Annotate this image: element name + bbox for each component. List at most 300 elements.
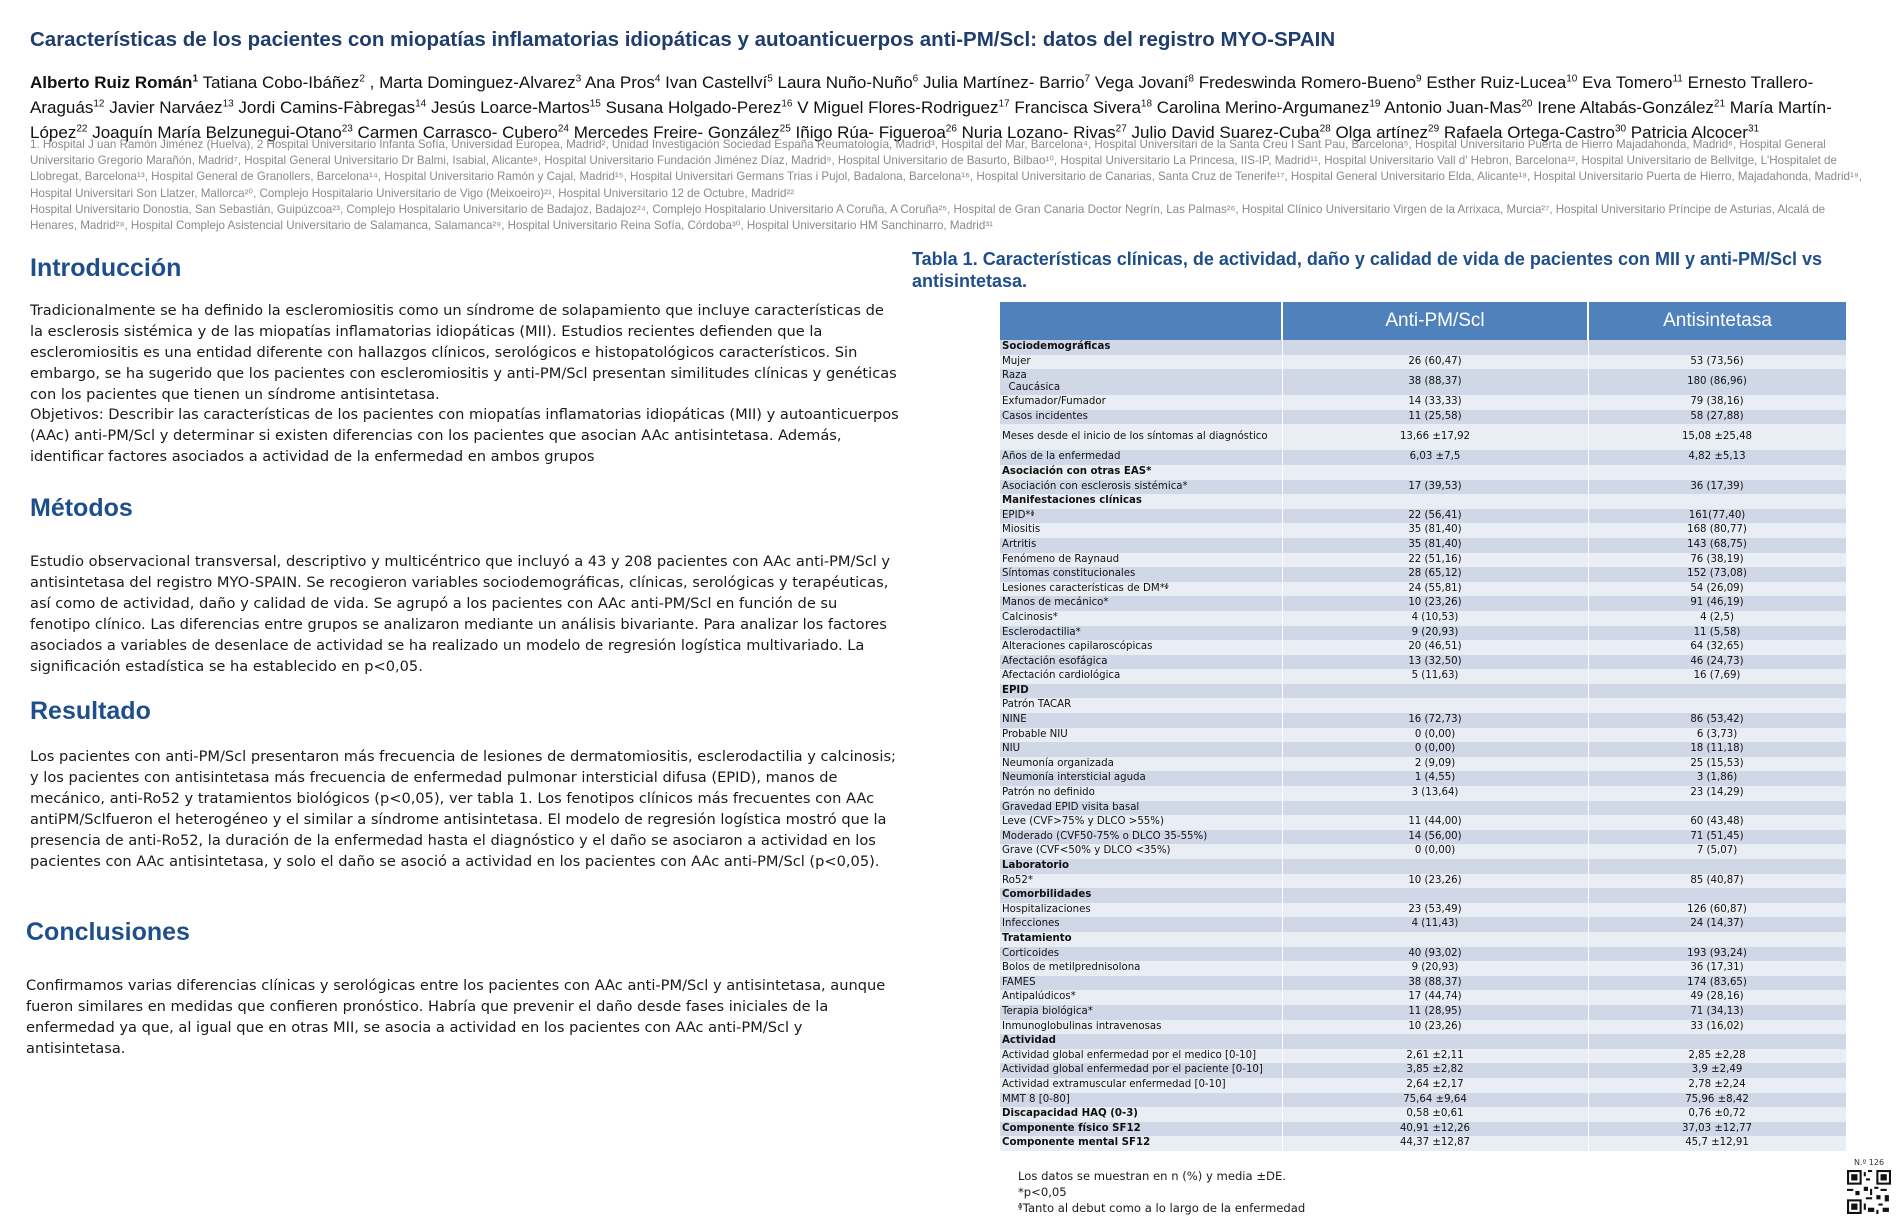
row-value: 4,82 ±5,13 bbox=[1588, 450, 1846, 465]
intro-heading: Introducción bbox=[30, 254, 182, 282]
row-value: 143 (68,75) bbox=[1588, 538, 1846, 553]
row-value bbox=[1588, 1034, 1846, 1049]
table-row bbox=[1000, 757, 1846, 772]
row-value: 54 (26,09) bbox=[1588, 582, 1846, 597]
author-affiliation-number: 19 bbox=[1369, 98, 1381, 110]
row-label: Componente físico SF12 bbox=[1000, 1122, 1282, 1137]
table-row bbox=[1000, 728, 1846, 743]
author bbox=[1157, 98, 1381, 117]
row-label: Actividad extramuscular enfermedad [0-10] bbox=[1000, 1078, 1282, 1093]
row-label: Neumonía organizada bbox=[1000, 757, 1282, 772]
row-label: Asociación con otras EAS* bbox=[1000, 465, 1282, 480]
row-value: 46 (24,73) bbox=[1588, 655, 1846, 670]
table-row bbox=[1000, 684, 1846, 699]
row-value: 9 (20,93) bbox=[1282, 626, 1588, 641]
table-row bbox=[1000, 830, 1846, 845]
row-value: 28 (65,12) bbox=[1282, 567, 1588, 582]
row-value: 1 (4,55) bbox=[1282, 771, 1588, 786]
row-label: EPID*ᶲ bbox=[1000, 509, 1282, 524]
row-value: 10 (23,26) bbox=[1282, 874, 1588, 889]
author-affiliation-number: 5 bbox=[767, 73, 773, 84]
table-row bbox=[1000, 1107, 1846, 1122]
intro-body: Tradicionalmente se ha definido la escleromiositis como un síndrome de solapamiento que incluye características de la esclerosis sistémica y de las miopatías inflamatorias idiopáticas (MII). Estudios recientes defienden que la escleromiositis es una entidad diferente con hallazgos clínicos, serológicos e histopatológicos característicos. Sin embargo, se ha sugerido que los pacientes con escleromiositis y anti-PM/Scl presentan similitudes clínicas y genéticas con los pacientes que tienen un síndrome antisintetasa. bbox=[30, 302, 897, 403]
table-note: ᶲTanto al debut como a lo largo de la enfermedad bbox=[1018, 1201, 1306, 1215]
author-affiliation-number: 1 bbox=[192, 73, 199, 84]
row-label: Síntomas constitucionales bbox=[1000, 567, 1282, 582]
table-row bbox=[1000, 494, 1846, 509]
table-row bbox=[1000, 410, 1846, 425]
row-value bbox=[1588, 698, 1846, 713]
author-name: Julia Martínez- Barrio bbox=[922, 72, 1085, 92]
qr-block bbox=[1846, 1158, 1892, 1219]
table-row bbox=[1000, 698, 1846, 713]
row-label: NIU bbox=[1000, 742, 1282, 757]
row-value: 26 (60,47) bbox=[1282, 355, 1588, 370]
row-value: 152 (73,08) bbox=[1588, 567, 1846, 582]
table-note: *p<0,05 bbox=[1018, 1185, 1067, 1199]
row-value: 71 (34,13) bbox=[1588, 1005, 1846, 1020]
row-label: Patrón no definido bbox=[1000, 786, 1282, 801]
table-row bbox=[1000, 874, 1846, 889]
row-value: 3,9 ±2,49 bbox=[1588, 1063, 1846, 1078]
author bbox=[778, 73, 919, 92]
table-row bbox=[1000, 1093, 1846, 1108]
row-label: Fenómeno de Raynaud bbox=[1000, 553, 1282, 568]
row-label: Terapia biológica* bbox=[1000, 1005, 1282, 1020]
author-name: Rafaela Ortega-Castro bbox=[1443, 122, 1615, 142]
row-value: 161(77,40) bbox=[1588, 509, 1846, 524]
author-affiliation-number: 8 bbox=[1188, 73, 1194, 84]
row-value bbox=[1282, 888, 1588, 903]
row-value bbox=[1588, 340, 1846, 355]
row-value bbox=[1282, 684, 1588, 699]
author bbox=[1014, 98, 1152, 117]
author-affiliation-number: 30 bbox=[1614, 123, 1627, 135]
row-value: 0 (0,00) bbox=[1282, 728, 1588, 743]
author bbox=[431, 98, 601, 117]
row-label: Componente mental SF12 bbox=[1000, 1136, 1282, 1151]
row-value: 17 (39,53) bbox=[1282, 480, 1588, 495]
table-row bbox=[1000, 976, 1846, 991]
row-label: Moderado (CVF50-75% o DLCO 35-55%) bbox=[1000, 830, 1282, 845]
table-row bbox=[1000, 669, 1846, 684]
row-value: 24 (14,37) bbox=[1588, 917, 1846, 932]
row-label: Sociodemográficas bbox=[1000, 340, 1282, 355]
row-value bbox=[1282, 859, 1588, 874]
table-row bbox=[1000, 655, 1846, 670]
row-label: Comorbilidades bbox=[1000, 888, 1282, 903]
row-value bbox=[1282, 801, 1588, 816]
row-value bbox=[1282, 698, 1588, 713]
author bbox=[202, 73, 364, 92]
table-row bbox=[1000, 509, 1846, 524]
author-name: Eva Tomero bbox=[1582, 72, 1673, 92]
row-value: 11 (5,58) bbox=[1588, 626, 1846, 641]
row-label: Miositis bbox=[1000, 523, 1282, 538]
author-name: María Martín-López bbox=[30, 97, 1832, 142]
author-affiliation-number: 2 bbox=[359, 73, 365, 84]
row-value: 36 (17,31) bbox=[1588, 961, 1846, 976]
table-row bbox=[1000, 771, 1846, 786]
row-value: 10 (23,26) bbox=[1282, 596, 1588, 611]
intro-objectives: Objetivos: Describir las características de los pacientes con miopatías inflamatorias idiopáticas (MII) y autoanticuerpos (AAc) anti-PM/Scl y determinar si existen diferencias con los pacientes que asocian AAc antisintetasa. Además, identificar factores asociados a actividad de la enfermedad en ambos grupos bbox=[30, 406, 899, 465]
author-list: Alberto Ruiz Román$^1$ Tatiana Cobo-Ibáñez$^2$ , Marta Dominguez-Alvarez$^3$ Ana Pros$^4$ Ivan Castellví$^5$ Laura Nuño-Nuño$^6$ Julia Martínez- Barrio$^7$ Vega Jovaní$^8$ Fredeswinda Romero-Bueno$^9$ Esther Ruiz-Lucea$^{10}$ Eva Tomero$^{11}$ Ernesto Trallero-Araguás$^{12}$ Javier Narváez$^{13}$ Jordi Camins-Fàbregas$^{14}$ Jesús Loarce-Martos$^{15}$ Susana Holgado-Perez$^{16}$ V Miguel Flores-Rodriguez$^{17}$ Francisca Sivera$^{18}$ Carolina Merino-Argumanez$^{19}$ Antonio Juan-Mas$^{20}$ Irene Altabás-González$^{21}$ María Martín-López$^{22}$ Joaquín María Belzunegui-Otano$^{23}$ Carmen Carrasco- Cubero$^{24}$ Mercedes Freire- González$^{25}$ Iñigo Rúa- Figueroa$^{26}$ Nuria Lozano- Rivas$^{27}$ Julio David Suarez-Cuba$^{28}$ Olga artínez$^{29}$ Rafaela Ortega-Castro$^{30}$ Patricia Alcocer$^{31}$ bbox=[30, 72, 1832, 142]
qr-code-icon bbox=[1847, 1170, 1891, 1214]
row-label: Afectación cardiológica bbox=[1000, 669, 1282, 684]
table-header-cell: Anti-PM/Scl bbox=[1282, 302, 1588, 340]
author-name: Fredeswinda Romero-Bueno bbox=[1198, 72, 1417, 92]
author-name: Olga artínez bbox=[1335, 122, 1429, 142]
table-row bbox=[1000, 450, 1846, 465]
table-row bbox=[1000, 1122, 1846, 1137]
author-name: Tatiana Cobo-Ibáñez bbox=[202, 72, 360, 92]
table-row bbox=[1000, 424, 1846, 450]
row-label: Años de la enfermedad bbox=[1000, 450, 1282, 465]
author-name: Alberto Ruiz Román bbox=[30, 72, 193, 92]
row-value: 6,03 ±7,5 bbox=[1282, 450, 1588, 465]
author-name: Joaquín María Belzunegui-Otano bbox=[92, 122, 342, 142]
row-value bbox=[1588, 684, 1846, 699]
author-name: Irene Altabás-González bbox=[1537, 97, 1714, 117]
row-value: 35 (81,40) bbox=[1282, 523, 1588, 538]
row-value: 13 (32,50) bbox=[1282, 655, 1588, 670]
row-label: Ro52* bbox=[1000, 874, 1282, 889]
author-name: Carmen Carrasco- Cubero bbox=[357, 122, 558, 142]
author bbox=[1582, 73, 1683, 92]
row-value: 126 (60,87) bbox=[1588, 903, 1846, 918]
table-row bbox=[1000, 961, 1846, 976]
table-row bbox=[1000, 903, 1846, 918]
row-value: 14 (33,33) bbox=[1282, 395, 1588, 410]
table-row bbox=[1000, 596, 1846, 611]
table-row bbox=[1000, 640, 1846, 655]
row-label: Exfumador/Fumador bbox=[1000, 395, 1282, 410]
row-label: Mujer bbox=[1000, 355, 1282, 370]
table-row bbox=[1000, 815, 1846, 830]
author-affiliation-number: 24 bbox=[557, 123, 569, 135]
row-value: 22 (56,41) bbox=[1282, 509, 1588, 524]
author-name: Jesús Loarce-Martos bbox=[430, 97, 590, 117]
row-value: 4 (10,53) bbox=[1282, 611, 1588, 626]
row-value: 14 (56,00) bbox=[1282, 830, 1588, 845]
row-value bbox=[1588, 888, 1846, 903]
row-value: 0,58 ±0,61 bbox=[1282, 1107, 1588, 1122]
author-name: Antonio Juan-Mas bbox=[1384, 97, 1522, 117]
author-name: Julio David Suarez-Cuba bbox=[1131, 122, 1320, 142]
row-value: 17 (44,74) bbox=[1282, 990, 1588, 1005]
author-affiliation-number: 9 bbox=[1416, 73, 1422, 84]
author-affiliation-number: 17 bbox=[998, 98, 1010, 110]
row-value: 4 (2,5) bbox=[1588, 611, 1846, 626]
row-label: Manifestaciones clínicas bbox=[1000, 494, 1282, 509]
author-name: Ana Pros bbox=[584, 72, 655, 92]
row-value bbox=[1282, 465, 1588, 480]
row-value: 40 (93,02) bbox=[1282, 947, 1588, 962]
row-value: 4 (11,43) bbox=[1282, 917, 1588, 932]
row-value: 6 (3,73) bbox=[1588, 728, 1846, 743]
author-name: Marta Dominguez-Alvarez bbox=[379, 72, 576, 92]
affiliation-line: 1. Hospital J uan Ramón Jiménez (Huelva), 2 Hospital Universitario Infanta Sofía, Universidad Europea, Madrid², Unidad Investigación Sociedad España Reumatología, Madrid³, Hospital del Mar, Barcelona⁴, Hospital Universitari de la Santa Creu I Sant Pau, Barcelona⁵, Hospital Universitario Puerta de Hierro Majadahonda, Madrid⁶, Hospital General Universitario Gregorio Marañón, Madrid⁷, Hospital General Universitario Dr Balmi, Isabial, Alicante⁸, Hospital Universitario Fundación Jiménez Díaz, Madrid⁹, Hospital Universitario de Basurto, Bilbao¹⁰, Hospital Universitario La Princesa, IIS-IP, Madrid¹¹, Hospital Universitario Vall d' Hebron, Barcelona¹², Hospital Universitario de Bellvitge, L'Hospitalet de Llobregat, Barcelona¹³, Hospital General de Granollers, Barcelona¹⁴, Hospital Universitario Ramón y Cajal, Madrid¹⁵, Hospital Universitari Germans Trias i Pujol, Badalona, Barcelona¹⁶, Hospital Universitario de Canarias, Santa Cruz de Tenerife¹⁷, Hospital General Universitario Elda, Alicante¹⁸, Hospital Universitario Puerta de Hierro, Majadahonda, Madrid¹⁹, Hospital Universitari Son Llatzer, Mallorca²⁰, Complejo Hospitalario Universitario de Vigo (Meixoeiro)²¹, Hospital Universitario 12 de Octubre, Madrid²² bbox=[30, 138, 1863, 200]
methods-body: Estudio observacional transversal, descriptivo y multicéntrico que incluyó a 43 y 208 pacientes con AAc anti-PM/Scl y antisintetasa del registro MYO-SPAIN. Se recogieron variables sociodemográficas, clínicas, serológicas y terapéuticas, así como de actividad, daño y calidad de vida. Se agrupó a los pacientes con AAc anti-PM/Scl en función de su fenotipo clínico. Las diferencias entre grupos se analizaron mediante un análisis bivariante. Para analizar los factores asociados a variables de desenlace de actividad se ha realizado un modelo de regresión logística multivariado. La significación estadística se ha establecido en p<0,05. bbox=[30, 553, 891, 675]
author-affiliation-number: 16 bbox=[781, 98, 793, 110]
row-label: Afectación esofágica bbox=[1000, 655, 1282, 670]
row-value: 49 (28,16) bbox=[1588, 990, 1846, 1005]
row-label: Gravedad EPID visita basal bbox=[1000, 801, 1282, 816]
table-row bbox=[1000, 395, 1846, 410]
row-label: Esclerodactilia* bbox=[1000, 626, 1282, 641]
row-value: 33 (16,02) bbox=[1588, 1020, 1846, 1035]
table-row bbox=[1000, 1034, 1846, 1049]
row-value: 10 (23,26) bbox=[1282, 1020, 1588, 1035]
table-row bbox=[1000, 1020, 1846, 1035]
row-value bbox=[1588, 494, 1846, 509]
table-row bbox=[1000, 713, 1846, 728]
row-value bbox=[1588, 801, 1846, 816]
row-label: Lesiones características de DM*ᶲ bbox=[1000, 582, 1282, 597]
row-value: 35 (81,40) bbox=[1282, 538, 1588, 553]
table-row bbox=[1000, 786, 1846, 801]
row-label: Raza Caucásica bbox=[1000, 369, 1282, 395]
row-value bbox=[1588, 932, 1846, 947]
author-name: V Miguel Flores-Rodriguez bbox=[797, 97, 999, 117]
row-label: Infecciones bbox=[1000, 917, 1282, 932]
row-value: 11 (28,95) bbox=[1282, 1005, 1588, 1020]
table-row bbox=[1000, 1078, 1846, 1093]
author bbox=[238, 98, 426, 117]
author bbox=[109, 98, 234, 117]
author-affiliation-number: 10 bbox=[1566, 73, 1578, 84]
author-affiliation-number: 20 bbox=[1521, 98, 1533, 110]
author-affiliation-number: 7 bbox=[1084, 73, 1091, 84]
author-name: Ivan Castellví bbox=[665, 72, 768, 92]
table-row bbox=[1000, 611, 1846, 626]
author-name: Ernesto Trallero-Araguás bbox=[30, 72, 1814, 117]
row-value: 2 (9,09) bbox=[1282, 757, 1588, 772]
row-value: 58 (27,88) bbox=[1588, 410, 1846, 425]
row-value bbox=[1282, 340, 1588, 355]
row-value: 11 (25,58) bbox=[1282, 410, 1588, 425]
author-affiliation-number: 11 bbox=[1672, 73, 1683, 84]
row-value: 75,96 ±8,42 bbox=[1588, 1093, 1846, 1108]
row-label: Actividad global enfermedad por el medico [0-10] bbox=[1000, 1049, 1282, 1064]
row-value: 22 (51,16) bbox=[1282, 553, 1588, 568]
row-value: 2,61 ±2,11 bbox=[1282, 1049, 1588, 1064]
author-affiliation-number: 13 bbox=[222, 98, 234, 110]
row-label: Patrón TACAR bbox=[1000, 698, 1282, 713]
table-row bbox=[1000, 480, 1846, 495]
row-label: Manos de mecánico* bbox=[1000, 596, 1282, 611]
row-value: 2,85 ±2,28 bbox=[1588, 1049, 1846, 1064]
table-header-row bbox=[1000, 302, 1846, 340]
table-row bbox=[1000, 340, 1846, 355]
author-affiliation-number: 3 bbox=[575, 73, 582, 84]
row-label: Artritis bbox=[1000, 538, 1282, 553]
results-table bbox=[1000, 302, 1846, 1151]
row-value: 0 (0,00) bbox=[1282, 742, 1588, 757]
author-affiliation-number: 14 bbox=[415, 98, 427, 110]
row-label: Laboratorio bbox=[1000, 859, 1282, 874]
table-row bbox=[1000, 626, 1846, 641]
row-label: Grave (CVF<50% y DLCO <35%) bbox=[1000, 844, 1282, 859]
table-row bbox=[1000, 1005, 1846, 1020]
table-row bbox=[1000, 888, 1846, 903]
row-value: 79 (38,16) bbox=[1588, 395, 1846, 410]
row-value: 3 (13,64) bbox=[1282, 786, 1588, 801]
row-value: 7 (5,07) bbox=[1588, 844, 1846, 859]
row-label: Discapacidad HAQ (0-3) bbox=[1000, 1107, 1282, 1122]
row-value: 38 (88,37) bbox=[1282, 976, 1588, 991]
row-value: 38 (88,37) bbox=[1282, 369, 1588, 395]
author-affiliation-number: 22 bbox=[76, 123, 88, 135]
table-row bbox=[1000, 1063, 1846, 1078]
table-row bbox=[1000, 355, 1846, 370]
table-caption: Tabla 1. Características clínicas, de actividad, daño y calidad de vida de pacientes con MII y anti-PM/Scl vs antisintetasa. bbox=[912, 249, 1823, 291]
author-name: Mercedes Freire- González bbox=[573, 122, 780, 142]
row-label: Casos incidentes bbox=[1000, 410, 1282, 425]
row-value bbox=[1282, 932, 1588, 947]
author bbox=[665, 73, 773, 92]
results-body: Los pacientes con anti-PM/Scl presentaron más frecuencia de lesiones de dermatomiositis, esclerodactilia y calcinosis; y los pacientes con antisintetasa más frecuencia de enfermedad pulmonar intersticial difusa (EPID), manos de mecánico, anti-Ro52 y tratamientos biológicos (p<0,05), ver tabla 1. Los fenotipos clínicos más frecuentes con AAc antiPM/Sclfueron el heterogéneo y el similar a síndrome antisintetasa. El modelo de regresión logística mostró que la presencia de anti-Ro52, la duración de la enfermedad hasta el diagnóstico y el daño se asociaron a actividad en los pacientes con AAc antisintetasa, y solo el daño se asoció a actividad en los pacientes con AAc anti-PM/Scl (p<0,05). bbox=[30, 748, 896, 870]
affiliation-line: Hospital Universitario Donostia, San Sebastián, Guipúzcoa²³, Complejo Hospitalario Universitario de Badajoz, Badajoz²⁴, Complejo Hospitalario Universitario A Coruña, A Coruña²⁵, Hospital de Gran Canaria Doctor Negrín, Las Palmas²⁶, Hospital Clínico Universitario Virgen de la Arrixaca, Murcia²⁷, Hospital Universitario Príncipe de Asturias, Alcalá de Henares, Madrid²⁸, Hospital Complejo Asistencial Universitario de Salamanca, Salamanca²⁹, Hospital Universitario Reina Sofía, Córdoba³⁰, Hospital Universitario HM Sanchinarro, Madrid³¹ bbox=[30, 202, 1826, 233]
author bbox=[797, 98, 1009, 117]
row-label: Alteraciones capilaroscópicas bbox=[1000, 640, 1282, 655]
table-row bbox=[1000, 859, 1846, 874]
table-row bbox=[1000, 538, 1846, 553]
affiliations bbox=[30, 137, 1875, 234]
row-value: 16 (72,73) bbox=[1282, 713, 1588, 728]
row-value: 85 (40,87) bbox=[1588, 874, 1846, 889]
row-label: Calcinosis* bbox=[1000, 611, 1282, 626]
author-affiliation-number: 4 bbox=[654, 73, 661, 84]
conclusions-heading: Conclusiones bbox=[26, 918, 190, 946]
author bbox=[1384, 98, 1532, 117]
author-affiliation-number: 21 bbox=[1713, 98, 1726, 110]
row-value: 36 (17,39) bbox=[1588, 480, 1846, 495]
row-value bbox=[1282, 1034, 1588, 1049]
row-label: Actividad bbox=[1000, 1034, 1282, 1049]
row-label: FAMES bbox=[1000, 976, 1282, 991]
table-row bbox=[1000, 990, 1846, 1005]
table-row bbox=[1000, 917, 1846, 932]
row-value: 40,91 ±12,26 bbox=[1282, 1122, 1588, 1137]
table-row bbox=[1000, 567, 1846, 582]
table-note: Los datos se muestran en n (%) y media ±DE. bbox=[1018, 1169, 1286, 1183]
row-label: Asociación con esclerosis sistémica* bbox=[1000, 480, 1282, 495]
author-affiliation-number: 25 bbox=[779, 123, 791, 135]
poster-number: N.º 126 bbox=[1853, 1158, 1885, 1167]
author-affiliation-number: 12 bbox=[93, 98, 105, 110]
row-value: 20 (46,51) bbox=[1282, 640, 1588, 655]
row-label: Actividad global enfermedad por el paciente [0-10] bbox=[1000, 1063, 1282, 1078]
row-value: 60 (43,48) bbox=[1588, 815, 1846, 830]
author-name: Laura Nuño-Nuño bbox=[777, 72, 913, 92]
table-row bbox=[1000, 844, 1846, 859]
table-notes bbox=[1018, 1168, 1618, 1216]
row-value: 53 (73,56) bbox=[1588, 355, 1846, 370]
row-value: 75,64 ±9,64 bbox=[1282, 1093, 1588, 1108]
conclusions-body: Confirmamos varias diferencias clínicas y serológicas entre los pacientes con AAc anti-PM/Scl y antisintetasa, aunque fueron similares en medidas que confieren pronóstico. Habría que prevenir el daño desde fases iniciales de la enfermedad ya que, al igual que en otras MII, se asocia a actividad en los pacientes con AAc anti-PM/Scl y antisintetasa. bbox=[26, 977, 886, 1057]
row-label: Inmunoglobulinas intravenosas bbox=[1000, 1020, 1282, 1035]
row-value: 193 (93,24) bbox=[1588, 947, 1846, 962]
results-heading: Resultado bbox=[30, 697, 151, 725]
table-row bbox=[1000, 369, 1846, 395]
author bbox=[1095, 73, 1194, 92]
author-name: Carolina Merino-Argumanez bbox=[1156, 97, 1370, 117]
table-row bbox=[1000, 932, 1846, 947]
row-value: 71 (51,45) bbox=[1588, 830, 1846, 845]
row-value: 16 (7,69) bbox=[1588, 669, 1846, 684]
table-row bbox=[1000, 801, 1846, 816]
author-name: Susana Holgado-Perez bbox=[605, 97, 782, 117]
row-label: Neumonía intersticial aguda bbox=[1000, 771, 1282, 786]
table-row bbox=[1000, 947, 1846, 962]
author-affiliation-number: 29 bbox=[1428, 123, 1440, 135]
author bbox=[1426, 73, 1577, 92]
row-value: 13,66 ±17,92 bbox=[1282, 424, 1588, 450]
row-value: 86 (53,42) bbox=[1588, 713, 1846, 728]
row-value: 44,37 ±12,87 bbox=[1282, 1136, 1588, 1151]
row-label: Antipalúdicos* bbox=[1000, 990, 1282, 1005]
row-label: MMT 8 [0-80] bbox=[1000, 1093, 1282, 1108]
table-row bbox=[1000, 1136, 1846, 1151]
table-row bbox=[1000, 1049, 1846, 1064]
row-value: 9 (20,93) bbox=[1282, 961, 1588, 976]
row-label: Hospitalizaciones bbox=[1000, 903, 1282, 918]
row-value: 91 (46,19) bbox=[1588, 596, 1846, 611]
row-value: 11 (44,00) bbox=[1282, 815, 1588, 830]
row-value: 37,03 ±12,77 bbox=[1588, 1122, 1846, 1137]
author-affiliation-number: 15 bbox=[589, 98, 601, 110]
row-value: 25 (15,53) bbox=[1588, 757, 1846, 772]
author-name: Esther Ruiz-Lucea bbox=[1426, 72, 1567, 92]
author-name: Vega Jovaní bbox=[1094, 72, 1189, 92]
author bbox=[1199, 73, 1422, 92]
author-name: Nuria Lozano- Rivas bbox=[961, 122, 1116, 142]
table-row bbox=[1000, 553, 1846, 568]
row-label: NINE bbox=[1000, 713, 1282, 728]
author-affiliation-number: 31 bbox=[1747, 123, 1760, 135]
row-value: 64 (32,65) bbox=[1588, 640, 1846, 655]
author-affiliation-number: 6 bbox=[912, 73, 919, 84]
row-value: 15,08 ±25,48 bbox=[1588, 424, 1846, 450]
author-name: Jordi Camins-Fàbregas bbox=[238, 97, 416, 117]
row-value bbox=[1588, 465, 1846, 480]
table-row bbox=[1000, 742, 1846, 757]
table-header-cell: Antisintetasa bbox=[1588, 302, 1846, 340]
row-value: 76 (38,19) bbox=[1588, 553, 1846, 568]
row-value: 2,78 ±2,24 bbox=[1588, 1078, 1846, 1093]
row-label: Corticoides bbox=[1000, 947, 1282, 962]
row-value: 180 (86,96) bbox=[1588, 369, 1846, 395]
author-affiliation-number: 26 bbox=[945, 123, 957, 135]
row-value bbox=[1282, 494, 1588, 509]
row-label: EPID bbox=[1000, 684, 1282, 699]
row-value: 5 (11,63) bbox=[1282, 669, 1588, 684]
row-label: Tratamiento bbox=[1000, 932, 1282, 947]
author-affiliation-number: 27 bbox=[1115, 123, 1127, 135]
row-label: Probable NIU bbox=[1000, 728, 1282, 743]
author bbox=[923, 73, 1090, 92]
row-label: Bolos de metilprednisolona bbox=[1000, 961, 1282, 976]
author-name: Iñigo Rúa- Figueroa bbox=[795, 122, 946, 142]
row-value: 23 (53,49) bbox=[1282, 903, 1588, 918]
row-value: 0,76 ±0,72 bbox=[1588, 1107, 1846, 1122]
table-row bbox=[1000, 465, 1846, 480]
row-value bbox=[1588, 859, 1846, 874]
author-affiliation-number: 28 bbox=[1319, 123, 1331, 135]
author bbox=[585, 73, 661, 92]
row-value: 23 (14,29) bbox=[1588, 786, 1846, 801]
